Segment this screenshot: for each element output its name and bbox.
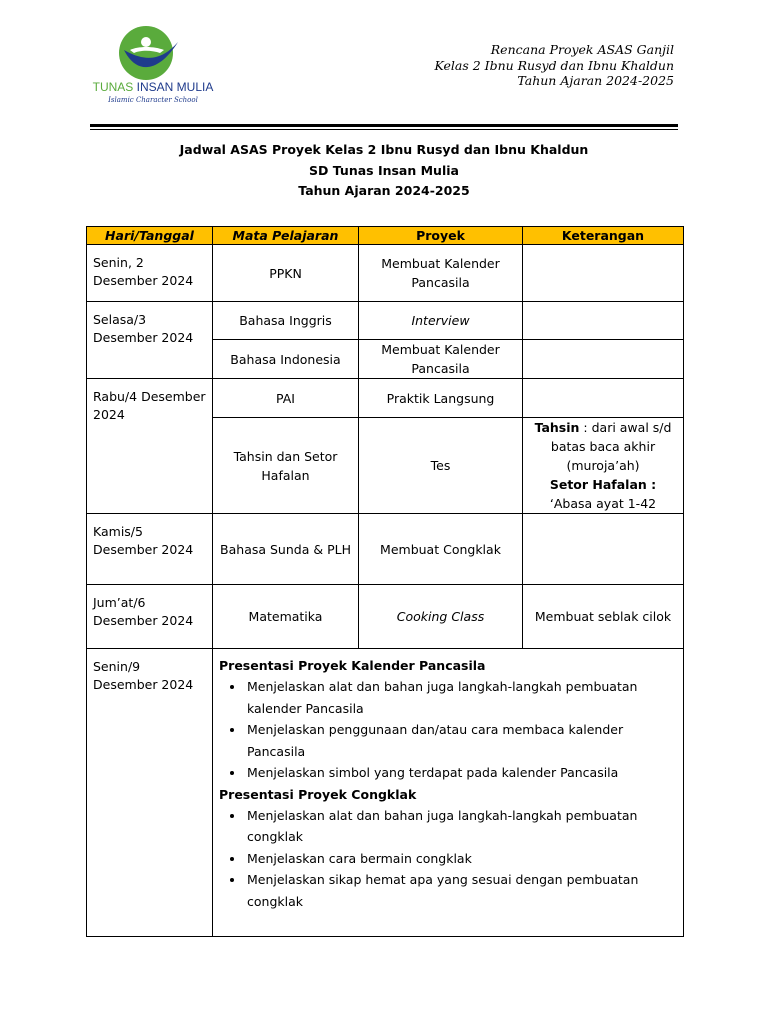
table-row (87, 245, 684, 302)
list-item: • Menjelaskan penggunaan dan/atau cara membaca kalender Pancasila (245, 719, 677, 762)
header-mata-pelajaran: Mata Pelajaran (213, 227, 359, 245)
note-cell (523, 245, 684, 302)
header-keterangan: Keterangan (523, 227, 684, 245)
project-cell: Praktik Langsung (359, 379, 523, 418)
logo-tagline: Islamic Character School (108, 96, 198, 104)
list-item: • Menjelaskan sikap hemat apa yang sesuai dengan pembuatan congklak (245, 869, 677, 912)
list-item: • Menjelaskan alat dan bahan juga langkah-langkah pembuatan kalender Pancasila (245, 676, 677, 719)
note-tahsin-text: : dari awal s/d batas baca akhir (muroja’ah) (550, 420, 672, 473)
note-cell (523, 418, 684, 514)
title-line-2: SD Tunas Insan Mulia (309, 162, 459, 178)
note-setor-label: Setor Hafalan (549, 477, 647, 492)
header-proyek: Proyek (359, 227, 523, 245)
day-cell: Senin, 2 Desember 2024 (87, 245, 213, 302)
day-cell: Senin/9 Desember 2024 (87, 649, 213, 937)
header-divider-thin (90, 129, 678, 130)
project-cell: Membuat Kalender Pancasila (359, 340, 523, 379)
subject-cell: Matematika (213, 585, 359, 649)
project-cell: Membuat Kalender Pancasila (359, 245, 523, 302)
title-line-1: Jadwal ASAS Proyek Kelas 2 Ibnu Rusyd dan Ibnu Khaldun (179, 142, 589, 157)
subject-cell: Bahasa Inggris (213, 302, 359, 340)
presentation-list-congklak (219, 805, 677, 913)
day-cell: Rabu/4 Desember 2024 (87, 379, 213, 514)
note-setor-colon: : (646, 477, 657, 492)
note-cell (523, 302, 684, 340)
logo-emblem-icon (116, 26, 190, 80)
header-line-2: Kelas 2 Ibnu Rusyd dan Ibnu Khaldun (434, 57, 674, 73)
list-item: • Menjelaskan simbol yang terdapat pada kalender Pancasila (245, 762, 677, 784)
table-row (87, 379, 684, 418)
note-cell (523, 340, 684, 379)
table-row (87, 649, 684, 937)
table-header-row (87, 227, 684, 245)
subject-cell: Tahsin dan Setor Hafalan (213, 418, 359, 514)
subject-cell: Bahasa Indonesia (213, 340, 359, 379)
table-row (87, 514, 684, 585)
note-cell: Membuat seblak cilok (523, 585, 684, 649)
presentation-cell (213, 649, 684, 937)
project-cell: Interview (359, 302, 523, 340)
project-cell: Membuat Congklak (359, 514, 523, 585)
project-cell: Cooking Class (359, 585, 523, 649)
day-cell: Selasa/3 Desember 2024 (87, 302, 213, 379)
presentation-title-congklak: Presentasi Proyek Congklak (219, 786, 417, 802)
document-header (434, 42, 674, 89)
subject-cell: PAI (213, 379, 359, 418)
list-item: • Menjelaskan alat dan bahan juga langkah-langkah pembuatan congklak (245, 805, 677, 848)
presentation-title-kalender: Presentasi Proyek Kalender Pancasila (219, 658, 486, 673)
logo-wordmark: TUNAS INSAN MULIA (92, 80, 214, 94)
header-line-3: Tahun Ajaran 2024-2025 (517, 73, 674, 88)
presentation-list-kalender (219, 676, 677, 784)
project-cell: Tes (359, 418, 523, 514)
schedule-table (86, 226, 684, 937)
table-row (87, 585, 684, 649)
note-cell (523, 379, 684, 418)
school-logo (88, 26, 218, 106)
subject-cell: Bahasa Sunda & PLH (213, 514, 359, 585)
subject-cell: PPKN (213, 245, 359, 302)
list-item: • Menjelaskan cara bermain congklak (245, 848, 677, 870)
table-row (87, 302, 684, 340)
header-line-1: Rencana Proyek ASAS Ganjil (490, 42, 674, 57)
document-title (90, 140, 678, 202)
header-hari-tanggal: Hari/Tanggal (87, 227, 213, 245)
day-cell: Jum’at/6 Desember 2024 (87, 585, 213, 649)
note-setor-text: ‘Abasa ayat 1-42 (549, 496, 657, 511)
title-line-3: Tahun Ajaran 2024-2025 (298, 183, 470, 198)
note-cell (523, 514, 684, 585)
day-cell: Kamis/5 Desember 2024 (87, 514, 213, 585)
header-divider (90, 124, 678, 127)
note-tahsin-label: Tahsin (534, 420, 580, 435)
